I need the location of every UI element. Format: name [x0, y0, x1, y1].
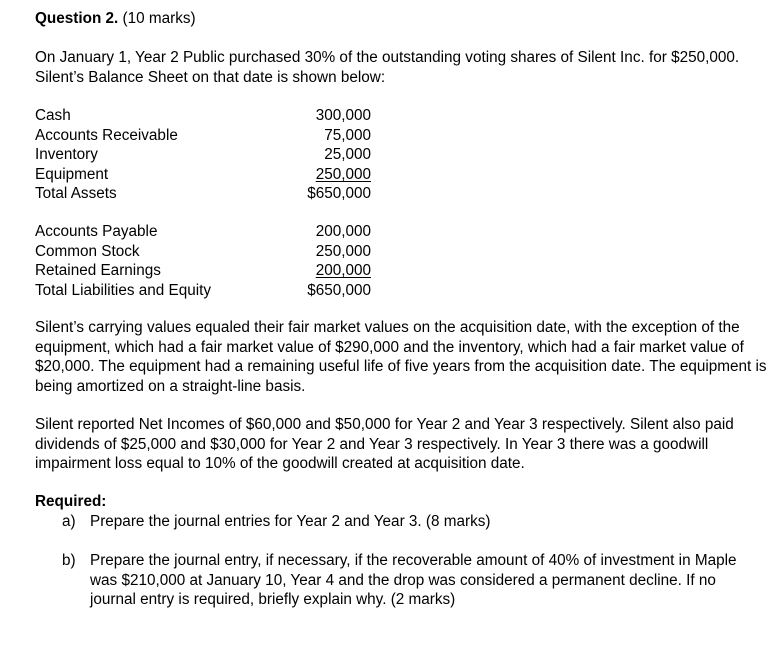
question-marks: (10 marks) [122, 10, 196, 27]
bs-label: Cash [35, 107, 71, 124]
bs-label: Retained Earnings [35, 262, 161, 279]
bs-value: 300,000 [315, 107, 371, 124]
bs-row-common-stock [35, 242, 371, 262]
bs-label: Common Stock [35, 242, 140, 260]
bs-label: Total Liabilities and Equity [35, 281, 212, 299]
bs-value: $650,000 [307, 185, 371, 202]
bs-label: Accounts Receivable [35, 126, 178, 144]
bs-label: Total Assets [35, 185, 117, 202]
question-label: Question 2. [35, 10, 119, 27]
item-marker: b) [62, 552, 76, 569]
bs-row-inventory [35, 145, 371, 165]
bs-label: Inventory [35, 146, 98, 163]
intro-paragraph: On January 1, Year 2 Public purchased 30% of the outstanding voting shares of Silent Inc. for $250,000. Silent’s Balance Sheet on that date is shown below: [35, 49, 740, 86]
required-item-a [62, 512, 762, 532]
bs-value: 250,000 [315, 242, 371, 260]
required-item-b [62, 551, 762, 610]
bs-row-total-assets [35, 184, 371, 204]
bs-row-accounts-receivable [35, 126, 371, 146]
bs-value: 250,000 [315, 165, 371, 183]
item-text: Prepare the journal entry, if necessary, if the recoverable amount of 40% of investment in Maple was $210,000 at January 10, Year 4 and the drop was considered a permanent decline. If no journal entry is required, briefly explain why. (2 marks) [90, 552, 737, 609]
bs-value: $650,000 [307, 281, 371, 299]
bs-row-total-liabilities-equity [35, 281, 371, 301]
bs-row-accounts-payable [35, 222, 371, 242]
question-title [35, 9, 196, 28]
bs-row-retained-earnings [35, 261, 371, 281]
bs-value: 200,000 [315, 262, 371, 279]
bs-value: 75,000 [324, 126, 371, 144]
item-marker: a) [62, 513, 76, 530]
bs-value: 25,000 [324, 146, 371, 163]
bs-row-cash [35, 106, 371, 126]
bs-value: 200,000 [315, 223, 371, 240]
fair-value-paragraph: Silent’s carrying values equaled their fair market values on the acquisition date, with the exception of the equipment, which had a fair market value of $290,000 and the inventory, which had a fair market value of $20,000. The equipment had a remaining useful life of five years from the acquisition date. The equipment is being amortized on a straight-line basis. [35, 319, 767, 395]
required-heading: Required: [35, 493, 107, 510]
bs-row-equipment [35, 165, 371, 185]
bs-label: Equipment [35, 165, 109, 183]
income-paragraph: Silent reported Net Incomes of $60,000 and $50,000 for Year 2 and Year 3 respectively. Silent also paid dividends of $25,000 and $30,000 for Year 2 and Year 3 respectively. In Year 3 there was a goodwill impairment loss equal to 10% of the goodwill created at acquisition date. [35, 416, 734, 473]
bs-label: Accounts Payable [35, 223, 158, 240]
item-text: Prepare the journal entries for Year 2 and Year 3. (8 marks) [90, 513, 491, 530]
